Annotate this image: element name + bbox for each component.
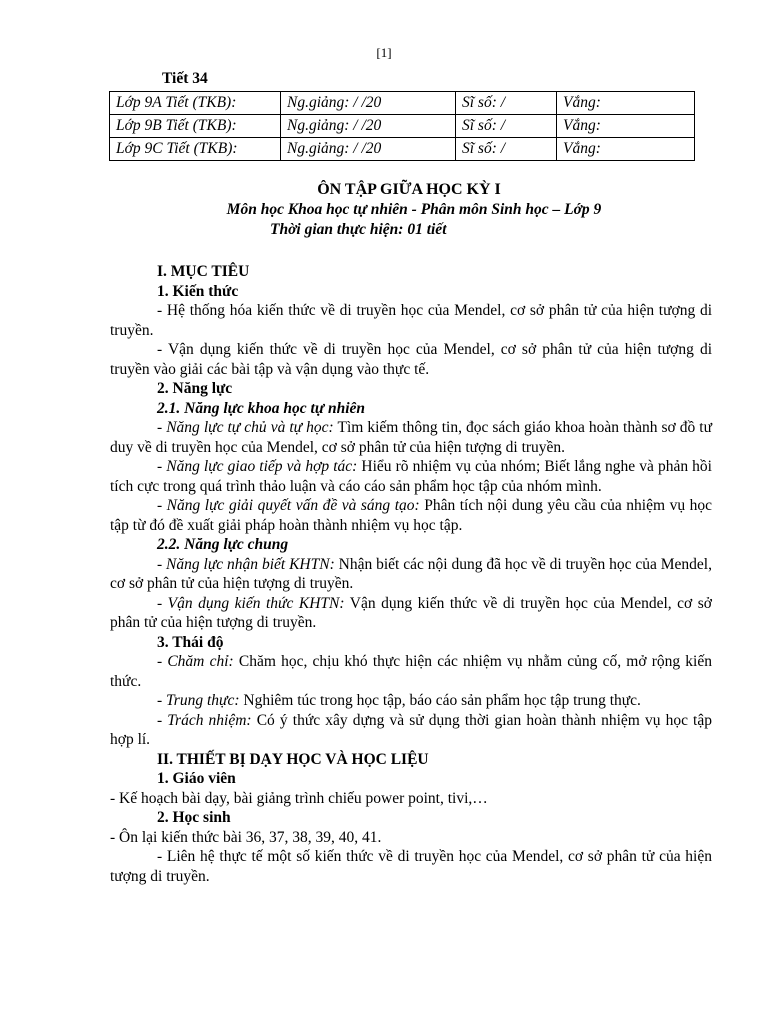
paragraph: - Hệ thống hóa kiến thức về di truyền học của Mendel, cơ sở phân tử của hiện tượng di truyền. [110,302,712,339]
item-text: Phân tích nội dung yêu cầu của nhiệm vụ học tập từ đó đề xuất giải pháp hoàn thành nhiệm vụ học tập. [110,497,712,534]
subsection-heading: 2.2. Năng lực chung [157,536,289,553]
item-label: - Năng lực giải quyết vấn đề và sáng tạo: [157,497,420,514]
subsection-heading: 2. Học sinh [157,809,231,826]
subsection-heading: 1. Giáo viên [157,770,236,787]
subsection-heading: 3. Thái độ [157,633,224,651]
item-label: - Năng lực tự chủ và tự học: [157,419,334,436]
paragraph [110,594,712,633]
item-text: Tìm kiếm thông tin, đọc sách giáo khoa hoàn thành sơ đồ tư duy về di truyền học của Mendel, cơ sở phân tử của hiện tượng di truyền. [110,419,713,456]
teaching-date-cell: Ng.giảng: / /20 [281,138,456,161]
item-label: - Năng lực giao tiếp và hợp tác: [157,458,358,475]
section-heading: I. MỤC TIÊU [157,263,250,280]
absent-cell: Vắng: [557,138,695,161]
class-cell: Lớp 9B Tiết (TKB): [110,115,281,138]
subsection-heading: 1. Kiến thức [157,282,239,300]
paragraph [110,555,712,594]
duration-line: Thời gian thực hiện: 01 tiết [270,221,447,238]
page-number: [1] [376,45,392,60]
teaching-date-cell: Ng.giảng: / /20 [281,115,456,138]
paragraph [110,652,712,691]
class-cell: Lớp 9A Tiết (TKB): [110,92,281,115]
absent-cell: Vắng: [557,92,695,115]
paragraph [110,496,712,535]
lesson-content [110,262,712,886]
item-label: - Năng lực nhận biết KHTN: [157,555,335,573]
item-text: Nhận biết các nội dung đã học về di truyền học của Mendel, cơ sở phân tử của hiện tượng di truyền. [110,555,712,592]
page-title: ÔN TẬP GIỮA HỌC KỲ I [317,181,501,198]
teaching-date-cell: Ng.giảng: / /20 [281,92,456,115]
item-text: Hiểu rõ nhiệm vụ của nhóm; Biết lắng nghe và phản hồi tích cực trong quá trình thảo luận và cáo cáo sản phẩm học tập của nhóm mình. [110,458,712,495]
section-heading: II. THIẾT BỊ DẠY HỌC VÀ HỌC LIỆU [157,750,429,768]
item-label: - Chăm chỉ: [157,653,234,670]
paragraph [110,711,712,750]
paragraph: - Liên hệ thực tế một số kiến thức về di truyền học của Mendel, cơ sở phân tử của hiện tượng di truyền. [110,848,712,885]
paragraph [110,457,712,496]
class-cell: Lớp 9C Tiết (TKB): [110,138,281,161]
item-text: Vận dụng kiến thức về di truyền học của Mendel, cơ sở phân tử của hiện tượng di truyền. [110,594,712,631]
table-row [110,115,695,138]
item-label: - Vận dụng kiến thức KHTN: [157,594,345,612]
absent-cell: Vắng: [557,115,695,138]
subsection-heading: 2.1. Năng lực khoa học tự nhiên [157,399,366,417]
item-text: Chăm học, chịu khó thực hiện các nhiệm vụ nhằm củng cố, mở rộng kiến thức. [110,653,712,690]
paragraph [110,418,712,457]
item-label: - Trung thực: [157,692,240,709]
table-row [110,138,695,161]
item-text: Nghiêm túc trong học tập, báo cáo sản phẩm học tập trung thực. [239,692,641,709]
subsection-heading: 2. Năng lực [157,380,233,397]
student-count-cell: Sĩ số: / [456,138,557,161]
paragraph [110,691,712,711]
subject-subtitle: Môn học Khoa học tự nhiên - Phân môn Sinh học – Lớp 9 [226,201,602,218]
class-schedule-table [109,91,695,161]
table-row [110,92,695,115]
paragraph: - Kế hoạch bài dạy, bài giảng trình chiếu power point, tivi,… [110,789,488,807]
title-block [0,180,768,240]
item-text: Có ý thức xây dựng và sử dụng thời gian hoàn thành nhiệm vụ học tập hợp lí. [110,711,712,748]
student-count-cell: Sĩ số: / [456,92,557,115]
item-label: - Trách nhiệm: [157,711,252,729]
paragraph: - Vận dụng kiến thức về di truyền học của Mendel, cơ sở phân tử của hiện tượng di truyền vào giải các bài tập và vận dụng vào thực tế. [110,341,712,378]
lesson-number: Tiết 34 [162,70,208,87]
student-count-cell: Sĩ số: / [456,115,557,138]
paragraph: - Ôn lại kiến thức bài 36, 37, 38, 39, 40, 41. [110,828,382,846]
